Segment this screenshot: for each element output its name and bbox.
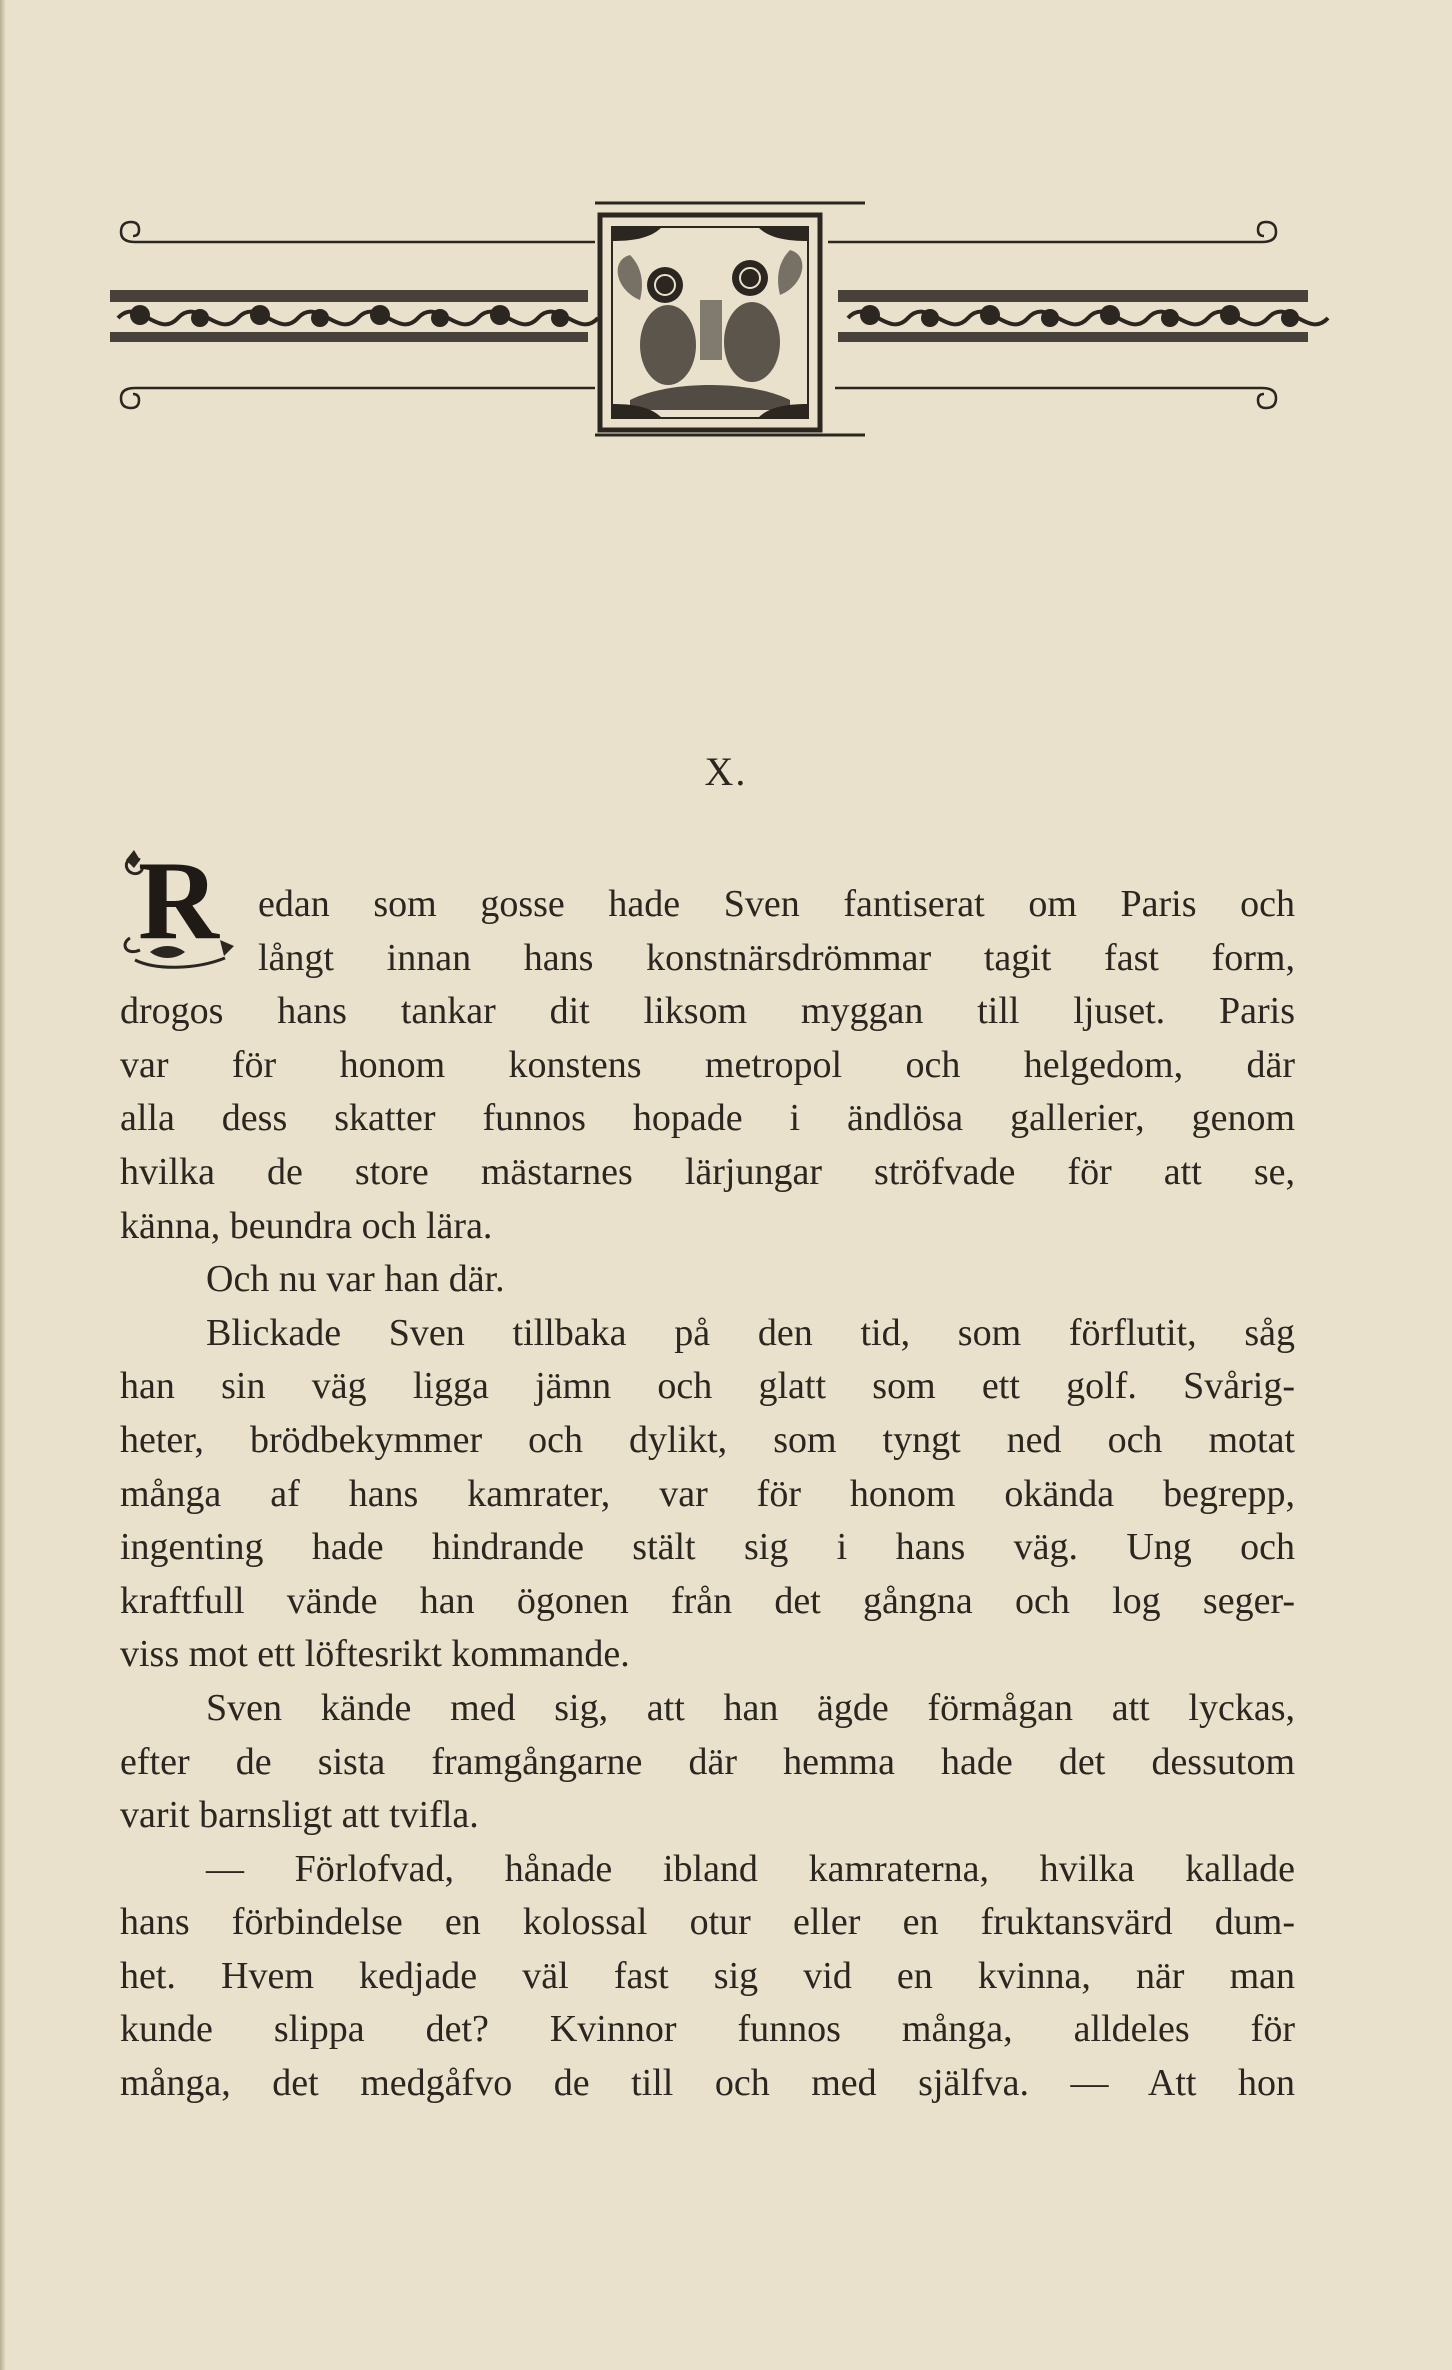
text-line: alla dess skatter funnos hopade i ändlösa gallerier, genom bbox=[120, 1097, 1295, 1140]
text-line: hvilka de store mästarnes lärjungar ströfvade för att se, bbox=[120, 1150, 1295, 1193]
text-line: Blickade Sven tillbaka på den tid, som förflutit, såg bbox=[206, 1311, 1295, 1354]
text-line: var för honom konstens metropol och helgedom, där bbox=[120, 1043, 1295, 1086]
text-line: ingenting hade hindrande stält sig i hans väg. Ung och bbox=[120, 1526, 1295, 1569]
text-line: många, det medgåfvo de till och med själfva. — Att hon bbox=[120, 2062, 1295, 2105]
text-line: Och nu var han där. bbox=[206, 1258, 505, 1301]
text-line: kunde slippa det? Kvinnor funnos många, alldeles för bbox=[120, 2008, 1295, 2051]
chapter-number: X. bbox=[704, 749, 748, 794]
decorated-initial-r bbox=[120, 840, 250, 980]
text-line: drogos hans tankar dit liksom myggan till ljuset. Paris bbox=[120, 990, 1295, 1033]
text-line: het. Hvem kedjade väl fast sig vid en kvinna, när man bbox=[120, 1954, 1295, 1997]
text-line: efter de sista framgångarne där hemma hade det dessutom bbox=[120, 1740, 1295, 1783]
text-line: varit barnsligt att tvifla. bbox=[120, 1794, 479, 1837]
text-line: han sin väg ligga jämn och glatt som ett golf. Svårig- bbox=[120, 1365, 1295, 1408]
chapter-headpiece-ornament bbox=[0, 0, 1452, 460]
text-line: Sven kände med sig, att han ägde förmågan att lyckas, bbox=[206, 1686, 1295, 1729]
text-line: kraftfull vände han ögonen från det gångna och log seger- bbox=[120, 1579, 1295, 1622]
text-line: många af hans kamrater, var för honom okända begrepp, bbox=[120, 1472, 1295, 1515]
text-line: hans förbindelse en kolossal otur eller en fruktansvärd dum- bbox=[120, 1901, 1295, 1944]
text-line: edan som gosse hade Sven fantiserat om Paris och bbox=[258, 883, 1295, 925]
text-line: — Förlofvad, hånade ibland kamraterna, hvilka kallade bbox=[206, 1847, 1295, 1890]
text-line: känna, beundra och lära. bbox=[120, 1204, 493, 1247]
initial-letter: R bbox=[138, 840, 219, 963]
text-line: heter, brödbekymmer och dylikt, som tyngt ned och motat bbox=[120, 1418, 1295, 1461]
text-line: viss mot ett löftesrikt kommande. bbox=[120, 1633, 630, 1676]
text-line: långt innan hans konstnärsdrömmar tagit fast form, bbox=[258, 936, 1295, 979]
body-text bbox=[120, 840, 1295, 2111]
